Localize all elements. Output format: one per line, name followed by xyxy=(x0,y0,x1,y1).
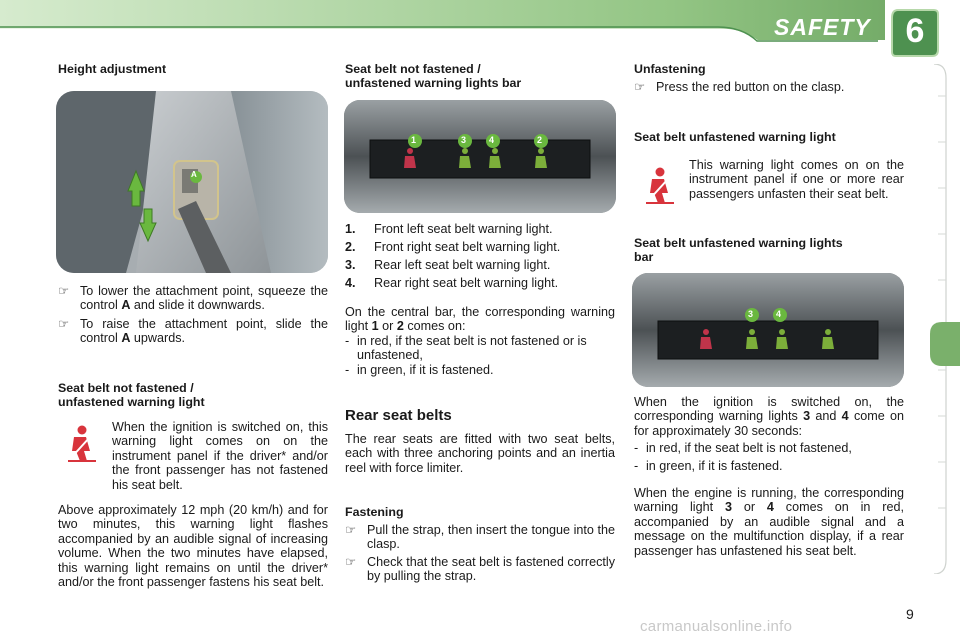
heading-line-1: Seat belt not fastened / xyxy=(58,381,194,395)
dash-mark: - xyxy=(345,362,350,377)
ref-4: 4 xyxy=(766,500,774,515)
bullet-pull xyxy=(345,523,615,552)
bar-label-4: 4 xyxy=(776,309,782,319)
chapter-title: SAFETY xyxy=(774,14,871,40)
list-number: 4. xyxy=(345,275,356,290)
bullet-raise-text: To raise the attachment point, slide the control xyxy=(80,316,328,346)
height-adjustment-photo xyxy=(56,91,328,273)
dash-item-green xyxy=(634,459,904,473)
text-part: and xyxy=(810,409,842,424)
list-number: 3. xyxy=(345,257,356,272)
heading-unfastening: Unfastening xyxy=(634,62,706,76)
text-part: When the ignition is switched on, the corresponding warning lights xyxy=(634,395,904,424)
control-a-ref: A xyxy=(121,298,131,313)
ignition-text xyxy=(634,395,904,438)
dash-text: in red, if the seat belt is not fastened or is unfastened, xyxy=(357,333,587,363)
list-item xyxy=(345,240,615,254)
text-part: or xyxy=(378,319,397,334)
ref-3: 3 xyxy=(803,409,811,424)
warning-light-description: When the ignition is switched on, this warning light comes on on the instrument panel if the driver* and/or the front passenger has not fastened his seat belt. xyxy=(112,420,328,492)
heading-rear-seat-belts: Rear seat belts xyxy=(345,407,452,424)
rear-seat-belt-warning-icon xyxy=(638,165,678,205)
heading-warning-lights-bar xyxy=(345,63,615,90)
central-bar-text xyxy=(345,305,615,334)
text-part: come on for approximately 30 seconds: xyxy=(634,409,905,438)
bullet-text: Press the red button on the clasp. xyxy=(656,80,845,94)
seat-belt-warning-icon xyxy=(60,423,100,463)
bullet-text: Check that the seat belt is fastened correctly by pulling the strap. xyxy=(367,554,615,584)
list-number: 1. xyxy=(345,222,356,236)
watermark: carmanualsonline.info xyxy=(640,618,793,635)
bullet-text: Pull the strap, then insert the tongue into the clasp. xyxy=(367,523,615,552)
ref-4: 4 xyxy=(841,409,849,424)
engine-running-description xyxy=(634,486,904,558)
dash-text: in red, if the seat belt is not fastened, xyxy=(646,441,852,456)
hand-pointer-icon: ☞ xyxy=(345,554,357,569)
control-a-label: A xyxy=(191,170,197,179)
ref-1: 1 xyxy=(371,319,379,334)
dash-item-red xyxy=(634,441,904,455)
bar-label-4: 4 xyxy=(489,135,495,145)
dash-text: in green, if it is fastened. xyxy=(646,458,783,473)
heading-unfastened-warning-light: Seat belt unfastened warning light xyxy=(634,130,836,144)
bar-label-1: 1 xyxy=(411,135,417,145)
hand-pointer-icon: ☞ xyxy=(345,523,357,537)
list-text: Rear left seat belt warning light. xyxy=(374,257,551,272)
ref-3: 3 xyxy=(724,500,732,515)
unfastened-warning-light-description: This warning light comes on on the instrument panel if one or more rear passengers unfasten their seat belt. xyxy=(689,158,904,201)
heading-line-2: unfastened warning light xyxy=(58,394,205,409)
height-adjustment-instructions xyxy=(58,284,328,346)
heading-line-1: Seat belt not fastened / xyxy=(345,62,481,76)
rear-seat-belts-description: The rear seats are fitted with two seat belts, each with three anchoring points and an inertia reel with force limiter. xyxy=(345,432,615,475)
unfastening-instructions xyxy=(634,80,904,94)
heading-line-2: unfastened warning lights bar xyxy=(345,75,522,90)
list-item xyxy=(345,276,615,290)
page-number: 9 xyxy=(906,606,914,622)
list-text: Front left seat belt warning light. xyxy=(374,222,553,236)
text-part: comes on: xyxy=(403,319,466,334)
dash-item-red xyxy=(345,334,615,363)
fastening-instructions xyxy=(345,523,615,584)
bullet-raise xyxy=(58,317,328,346)
bullet-check xyxy=(345,555,615,584)
bullet-raise-text-end: upwards. xyxy=(130,331,186,346)
bullet-lower-text-end: and slide it downwards. xyxy=(130,298,265,313)
hand-pointer-icon: ☞ xyxy=(58,316,70,331)
heading-height-adjustment: Height adjustment xyxy=(58,62,167,76)
rear-warning-lights-bar-photo xyxy=(632,273,904,387)
heading-unfastened-warning-lights-bar xyxy=(634,237,904,264)
warning-lights-bar-photo xyxy=(344,100,616,213)
text-part: When the engine is running, the corresponding warning light xyxy=(634,486,904,515)
chapter-number: 6 xyxy=(905,12,925,50)
bullet-lower-text: To lower the attachment point, squeeze the control xyxy=(80,284,328,313)
heading-line-1: Seat belt unfastened warning lights xyxy=(634,236,843,250)
dash-mark: - xyxy=(634,441,639,456)
control-a-ref: A xyxy=(121,331,131,346)
bullet-lower xyxy=(58,284,328,313)
list-text: Rear right seat belt warning light. xyxy=(374,275,559,290)
central-bar-description xyxy=(345,305,615,377)
dash-mark: - xyxy=(345,333,350,348)
bar-label-2: 2 xyxy=(537,135,543,145)
bullet-press xyxy=(634,80,904,94)
list-item xyxy=(345,258,615,272)
hand-pointer-icon: ☞ xyxy=(58,284,70,298)
hand-pointer-icon: ☞ xyxy=(634,80,646,94)
dash-text: in green, if it is fastened. xyxy=(357,362,494,377)
bar-label-3: 3 xyxy=(461,135,467,145)
dash-mark: - xyxy=(634,458,639,473)
list-text: Front right seat belt warning light. xyxy=(374,239,561,254)
list-number: 2. xyxy=(345,239,356,254)
list-item xyxy=(345,222,615,236)
bar-label-3: 3 xyxy=(748,309,754,319)
speed-warning-description: Above approximately 12 mph (20 km/h) and for two minutes, this warning light flashes accompanied by an audible signal of increasing volume. When the two minutes have elapsed, this warning light remains on until the driver* and/or the front passenger fastens his seat belt. xyxy=(58,503,328,590)
dash-item-green xyxy=(345,363,615,377)
warning-lights-list xyxy=(345,222,615,290)
heading-warning-light xyxy=(58,382,328,409)
page-header xyxy=(0,0,960,58)
ignition-description xyxy=(634,395,904,473)
heading-line-2: bar xyxy=(634,249,654,264)
text-part: On the central bar, the corresponding warning light xyxy=(345,305,615,334)
text-part: or xyxy=(731,500,767,515)
ref-2: 2 xyxy=(396,319,404,334)
heading-fastening: Fastening xyxy=(345,505,404,519)
text-part: comes on in red, accompanied by an audible signal and a message on the multifunction display, if a rear passenger has unfastened his seat belt. xyxy=(634,500,904,558)
chapter-tabs xyxy=(928,64,960,574)
